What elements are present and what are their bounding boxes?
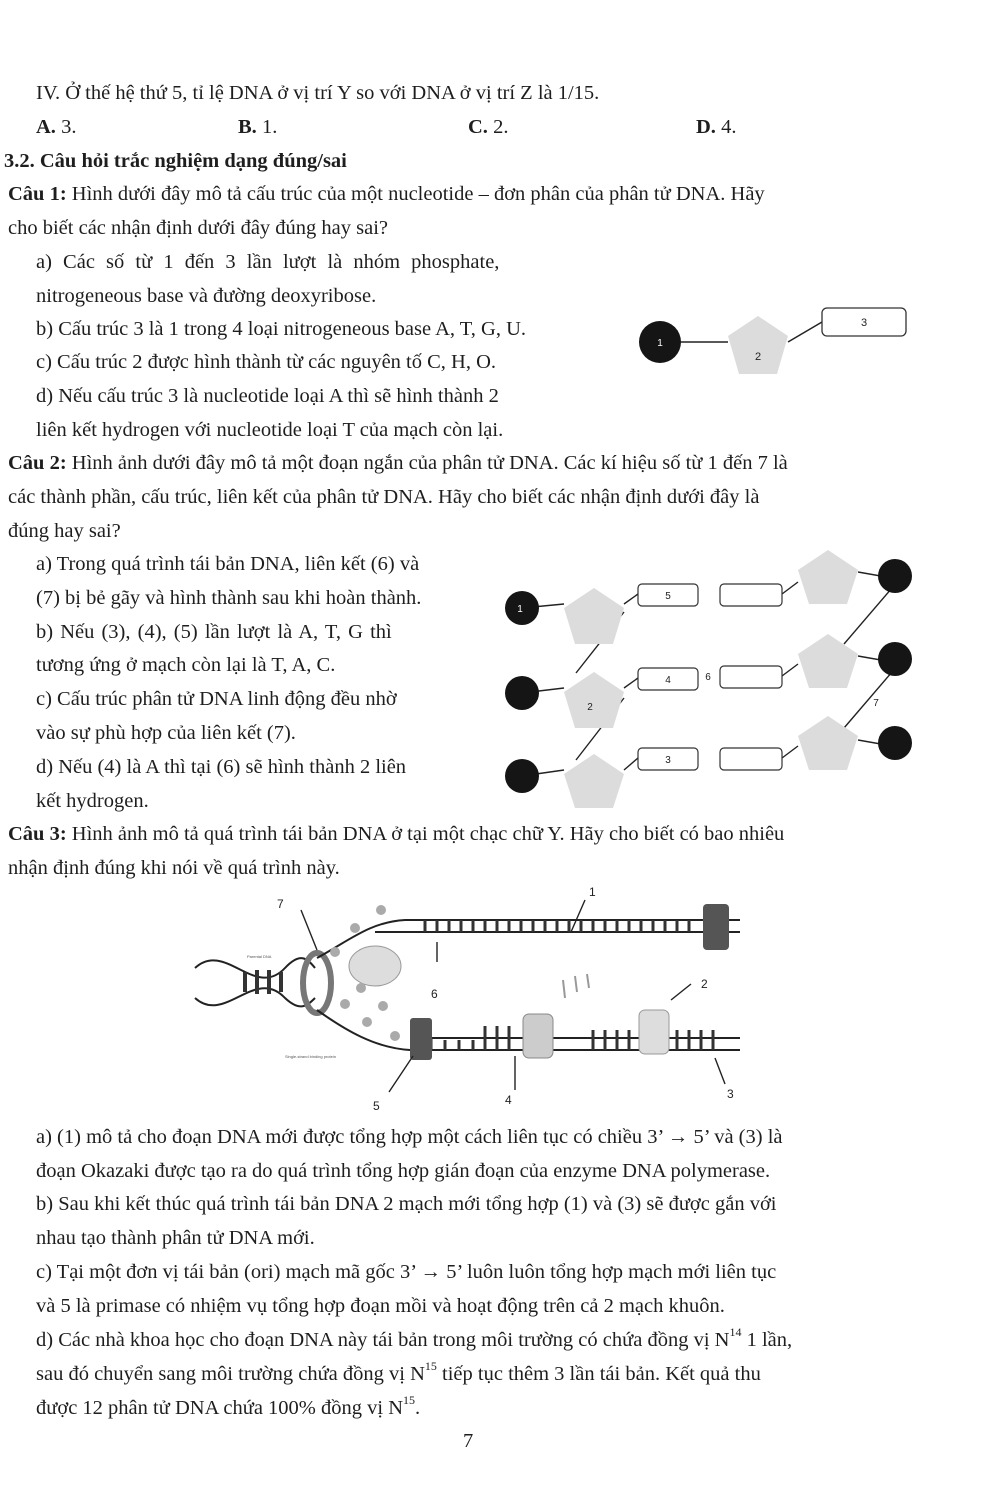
option-letter: B. (238, 116, 257, 138)
q1-statement-c: c) Cấu trúc 2 được hình thành từ các nguyên tố C, H, O. (36, 351, 497, 373)
label-4: 4 (505, 1093, 512, 1107)
section-number: 3.2. (4, 150, 35, 172)
q3-statement-b-line2: nhau tạo thành phân tử DNA mới. (36, 1227, 315, 1249)
q3-statement-d-line1 (36, 1327, 792, 1353)
q3-d-text: . (415, 1397, 421, 1419)
phosphate-group (878, 726, 912, 760)
q3-statement-a-line1: a) (1) mô tả cho đoạn DNA mới được tổng hợp một cách liên tục có chiều 3’ → 5’ và (3) là (36, 1126, 783, 1148)
section-heading (4, 148, 347, 174)
q1-statement-a-line2: nitrogeneous base và đường deoxyribose. (36, 285, 377, 307)
sugar-pentagon (564, 672, 624, 728)
option-letter: A. (36, 116, 56, 138)
q3-stem-line2: nhận định đúng khi nói về quá trình này. (8, 857, 340, 879)
phosphate-group (878, 642, 912, 676)
q3-d-text: được 12 phân tử DNA chứa 100% đồng vị N (36, 1397, 403, 1419)
q3-statement-d-line2 (36, 1361, 761, 1387)
q2-statement-b-line1: b) Nếu (3), (4), (5) lần lượt là A, T, G thì (36, 621, 392, 643)
q3-d-text: sau đó chuyển sang môi trường chứa đồng vị N (36, 1363, 425, 1385)
q1-statement-b: b) Cấu trúc 3 là 1 trong 4 loại nitrogeneous base A, T, G, U. (36, 318, 527, 340)
phosphate-group (505, 759, 539, 793)
label-3: 3 (860, 317, 868, 329)
q3-stem-line1 (8, 821, 784, 847)
label-6: 6 (705, 672, 711, 683)
q2-statement-a-line2: (7) bị bẻ gãy và hình thành sau khi hoàn thành. (36, 587, 422, 609)
section-title: Câu hỏi trắc nghiệm dạng đúng/sai (34, 150, 347, 172)
q2-stem-line2: các thành phần, cấu trúc, liên kết của phân tử DNA. Hãy cho biết các nhận định dưới đây là (8, 486, 760, 508)
q1-stem-line2: cho biết các nhận định dưới đây đúng hay sai? (8, 217, 389, 239)
page-number: 7 (463, 1430, 474, 1452)
option-a (36, 114, 76, 140)
option-letter: C. (468, 116, 488, 138)
option-text: 2. (487, 116, 509, 138)
primer-complex (639, 1010, 669, 1054)
label-1: 1 (517, 604, 523, 615)
q3-statement-a-line2: đoạn Okazaki được tạo ra do quá trình tổng hợp gián đoạn của enzyme DNA polymerase. (36, 1160, 771, 1182)
q2-statement-d-line2: kết hydrogen. (36, 790, 149, 812)
option-letter: D. (696, 116, 716, 138)
q3-statement-c-line2: và 5 là primase có nhiệm vụ tổng hợp đoạn mồi và hoạt động trên cả 2 mạch khuôn. (36, 1295, 725, 1317)
q1-statement-d-line1: d) Nếu cấu trúc 3 là nucleotide loại A thì sẽ hình thành 2 (36, 385, 499, 407)
q3-label: Câu 3: (8, 823, 67, 845)
base-box (720, 666, 782, 688)
dna-polymerase (703, 904, 729, 950)
q3-statement-b-line1: b) Sau khi kết thúc quá trình tái bản DNA 2 mạch mới tổng hợp (1) và (3) sẽ được gắn với (36, 1193, 777, 1215)
q2-stem-text: Hình ảnh dưới đây mô tả một đoạn ngắn của phân tử DNA. Các kí hiệu số từ 1 đến 7 là (66, 452, 788, 474)
helicase (303, 953, 331, 1013)
q2-stem-line1 (8, 450, 788, 476)
q2-stem-line3: đúng hay sai? (8, 520, 121, 542)
base-box (720, 584, 782, 606)
replication-fork-figure (185, 880, 750, 1118)
label-7: 7 (873, 698, 879, 709)
label-5: 5 (665, 591, 671, 602)
isotope-superscript: 15 (424, 1359, 437, 1374)
sugar-pentagon (798, 550, 858, 604)
q1-stem-text: Hình dưới đây mô tả cấu trúc của một nucleotide – đơn phân của phân tử DNA. Hãy (66, 183, 765, 205)
isotope-superscript: 14 (729, 1325, 742, 1340)
sugar-base-bond (788, 322, 822, 342)
q2-statement-b-line2: tương ứng ở mạch còn lại là T, A, C. (36, 654, 336, 676)
label-2: 2 (701, 977, 708, 991)
q3-statement-d-line3 (36, 1395, 420, 1421)
sugar-pentagon (798, 716, 858, 770)
q2-statement-c-line2: vào sự phù hợp của liên kết (7). (36, 722, 296, 744)
q3-d-text: 1 lần, (741, 1329, 793, 1351)
ssb-label: Single-strand binding protein (285, 1054, 336, 1059)
phosphate-group (505, 676, 539, 710)
lagging-polymerase (410, 1018, 432, 1060)
q3-statement-c-line1: c) Tại một đơn vị tái bản (ori) mạch mã gốc 3’ → 5’ luôn luôn tổng hợp mạch mới liên tục (36, 1261, 777, 1283)
label-1: 1 (657, 338, 663, 349)
prev-statement-iv: IV. Ở thế hệ thứ 5, tỉ lệ DNA ở vị trí Y so với DNA ở vị trí Z là 1/15. (36, 82, 600, 104)
option-d (696, 114, 736, 140)
sugar-pentagon (728, 316, 788, 374)
q2-statement-a-line1: a) Trong quá trình tái bản DNA, liên kết (6) và (36, 553, 420, 575)
label-3: 3 (665, 755, 671, 766)
q1-statement-d-line2: liên kết hydrogen với nucleotide loại T của mạch còn lại. (36, 419, 504, 441)
option-text: 1. (256, 116, 278, 138)
nucleotide-figure (630, 300, 920, 390)
label-2: 2 (587, 702, 593, 713)
option-text: 3. (55, 116, 77, 138)
phosphate-group (878, 559, 912, 593)
option-c (468, 114, 508, 140)
label-5: 5 (373, 1099, 380, 1113)
option-text: 4. (715, 116, 737, 138)
q2-statement-c-line1: c) Cấu trúc phân tử DNA linh động đều nhờ (36, 688, 397, 710)
q3-d-text: tiếp tục thêm 3 lần tái bản. Kết quả thu (436, 1363, 761, 1385)
parental-dna-label: Parental DNA (247, 954, 272, 959)
q1-statement-a-line1: a) Các số từ 1 đến 3 lần lượt là nhóm phosphate, (36, 251, 500, 273)
label-3: 3 (727, 1087, 734, 1101)
label-7: 7 (277, 897, 284, 911)
q2-label: Câu 2: (8, 452, 67, 474)
ligase (523, 1014, 553, 1058)
base-box (720, 748, 782, 770)
isotope-superscript: 15 (403, 1393, 415, 1408)
q3-stem-text: Hình ảnh mô tả quá trình tái bản DNA ở tại một chạc chữ Y. Hãy cho biết có bao nhiêu (66, 823, 785, 845)
label-4: 4 (665, 675, 671, 686)
q1-label: Câu 1: (8, 183, 67, 205)
sugar-pentagon (798, 634, 858, 688)
q3-d-text: d) Các nhà khoa học cho đoạn DNA này tái bản trong môi trường có chứa đồng vị N (36, 1329, 730, 1351)
option-b (238, 114, 277, 140)
label-2: 2 (754, 351, 762, 363)
sugar-pentagon (564, 588, 624, 644)
q2-statement-d-line1: d) Nếu (4) là A thì tại (6) sẽ hình thành 2 liên (36, 756, 407, 778)
sugar-pentagon (564, 754, 624, 808)
dna-segment-figure (500, 548, 920, 810)
label-1: 1 (589, 885, 596, 899)
q1-stem-line1 (8, 181, 765, 207)
label-6: 6 (431, 987, 438, 1001)
primase (349, 946, 401, 986)
